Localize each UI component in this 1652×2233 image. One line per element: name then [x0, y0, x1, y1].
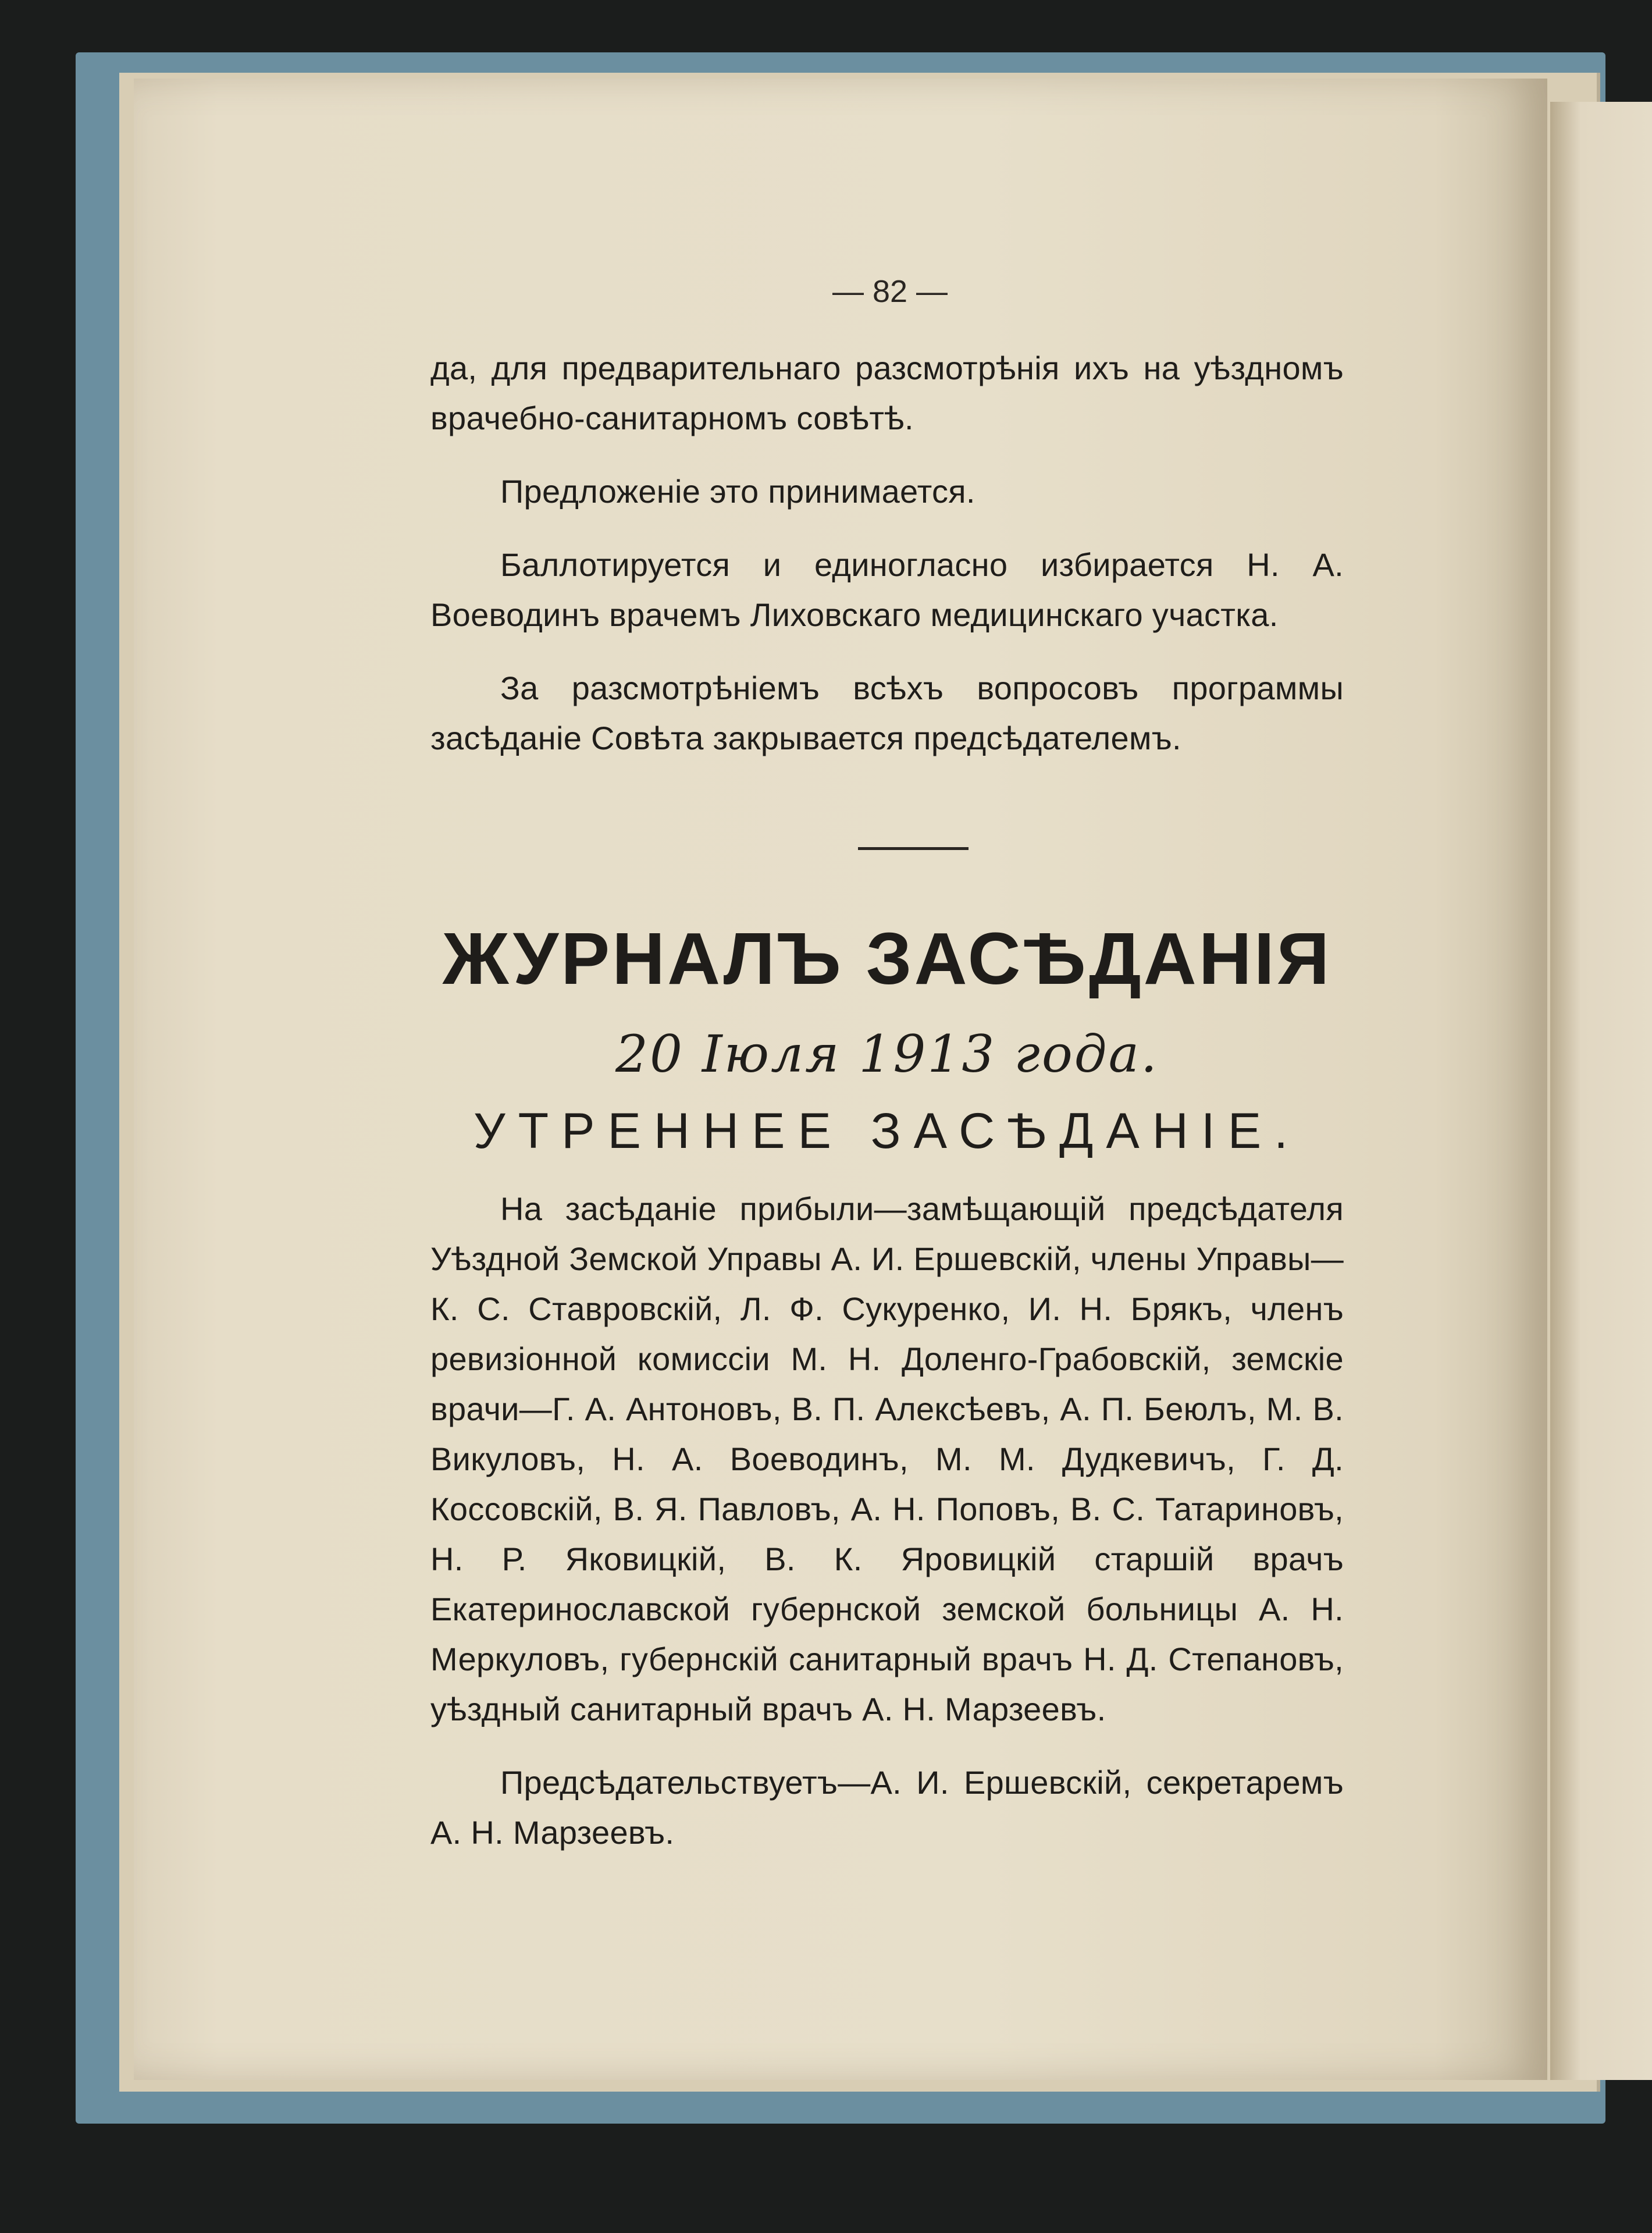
- bottom-section: [430, 1184, 1344, 1881]
- top-section: [430, 343, 1344, 787]
- journal-title: ЖУРНАЛЪ ЗАСѢДАНІЯ: [442, 918, 1332, 1000]
- journal-date: 20 Іюля 1913 года.: [615, 1024, 1159, 1084]
- paragraph-chair: Предсѣдательствуетъ—А. И. Ершевскій, секретаремъ А. Н. Марзеевъ.: [430, 1764, 1344, 1851]
- facing-page-edge: [1550, 102, 1652, 2080]
- paragraph-election: Баллотируется и единогласно избирается Н. А. Воеводинъ врачемъ Лиховскаго медицинскаго участка.: [430, 546, 1344, 633]
- page-number: — 82 —: [832, 274, 948, 309]
- paragraph-closing: За разсмотрѣніемъ всѣхъ вопросовъ программы засѣданіе Совѣта закрывается предсѣдателемъ.: [430, 670, 1344, 756]
- section-divider: [858, 847, 969, 850]
- paragraph-continuation: да, для предварительнаго разсмотрѣнія ихъ на уѣздномъ врачебно-санитарномъ совѣтѣ.: [430, 350, 1344, 436]
- paragraph-proposal: Предложеніе это принимается.: [500, 473, 975, 510]
- paragraph-attendees: На засѣданіе прибыли—замѣщающій предсѣдателя Уѣздной Земской Управы А. И. Ершевскій, члены Управы—К. С. Ставровскій, Л. Ф. Сукуренко, И. Н. Брякъ, членъ ревизіонной комиссіи М. Н. Доленго-Грабовскій, земскіе врачи—Г. А. Антоновъ, В. П. Алексѣевъ, А. П. Беюлъ, М. В. Викуловъ, Н. А. Воеводинъ, М. М. Дудкевичъ, Г. Д. Коссовскій, В. Я. Павловъ, А. Н. Поповъ, В. С. Татариновъ, Н. Р. Яковицкій, В. К. Яровицкій старшій врачъ Екатеринославской губернской земской больницы А. Н. Меркуловъ, губернскій санитарный врачъ Н. Д. Степановъ, уѣздный санитарный врачъ А. Н. Марзеевъ.: [430, 1190, 1344, 1727]
- session-title: УТРЕННЕЕ ЗАСѢДАНІЕ.: [473, 1103, 1301, 1159]
